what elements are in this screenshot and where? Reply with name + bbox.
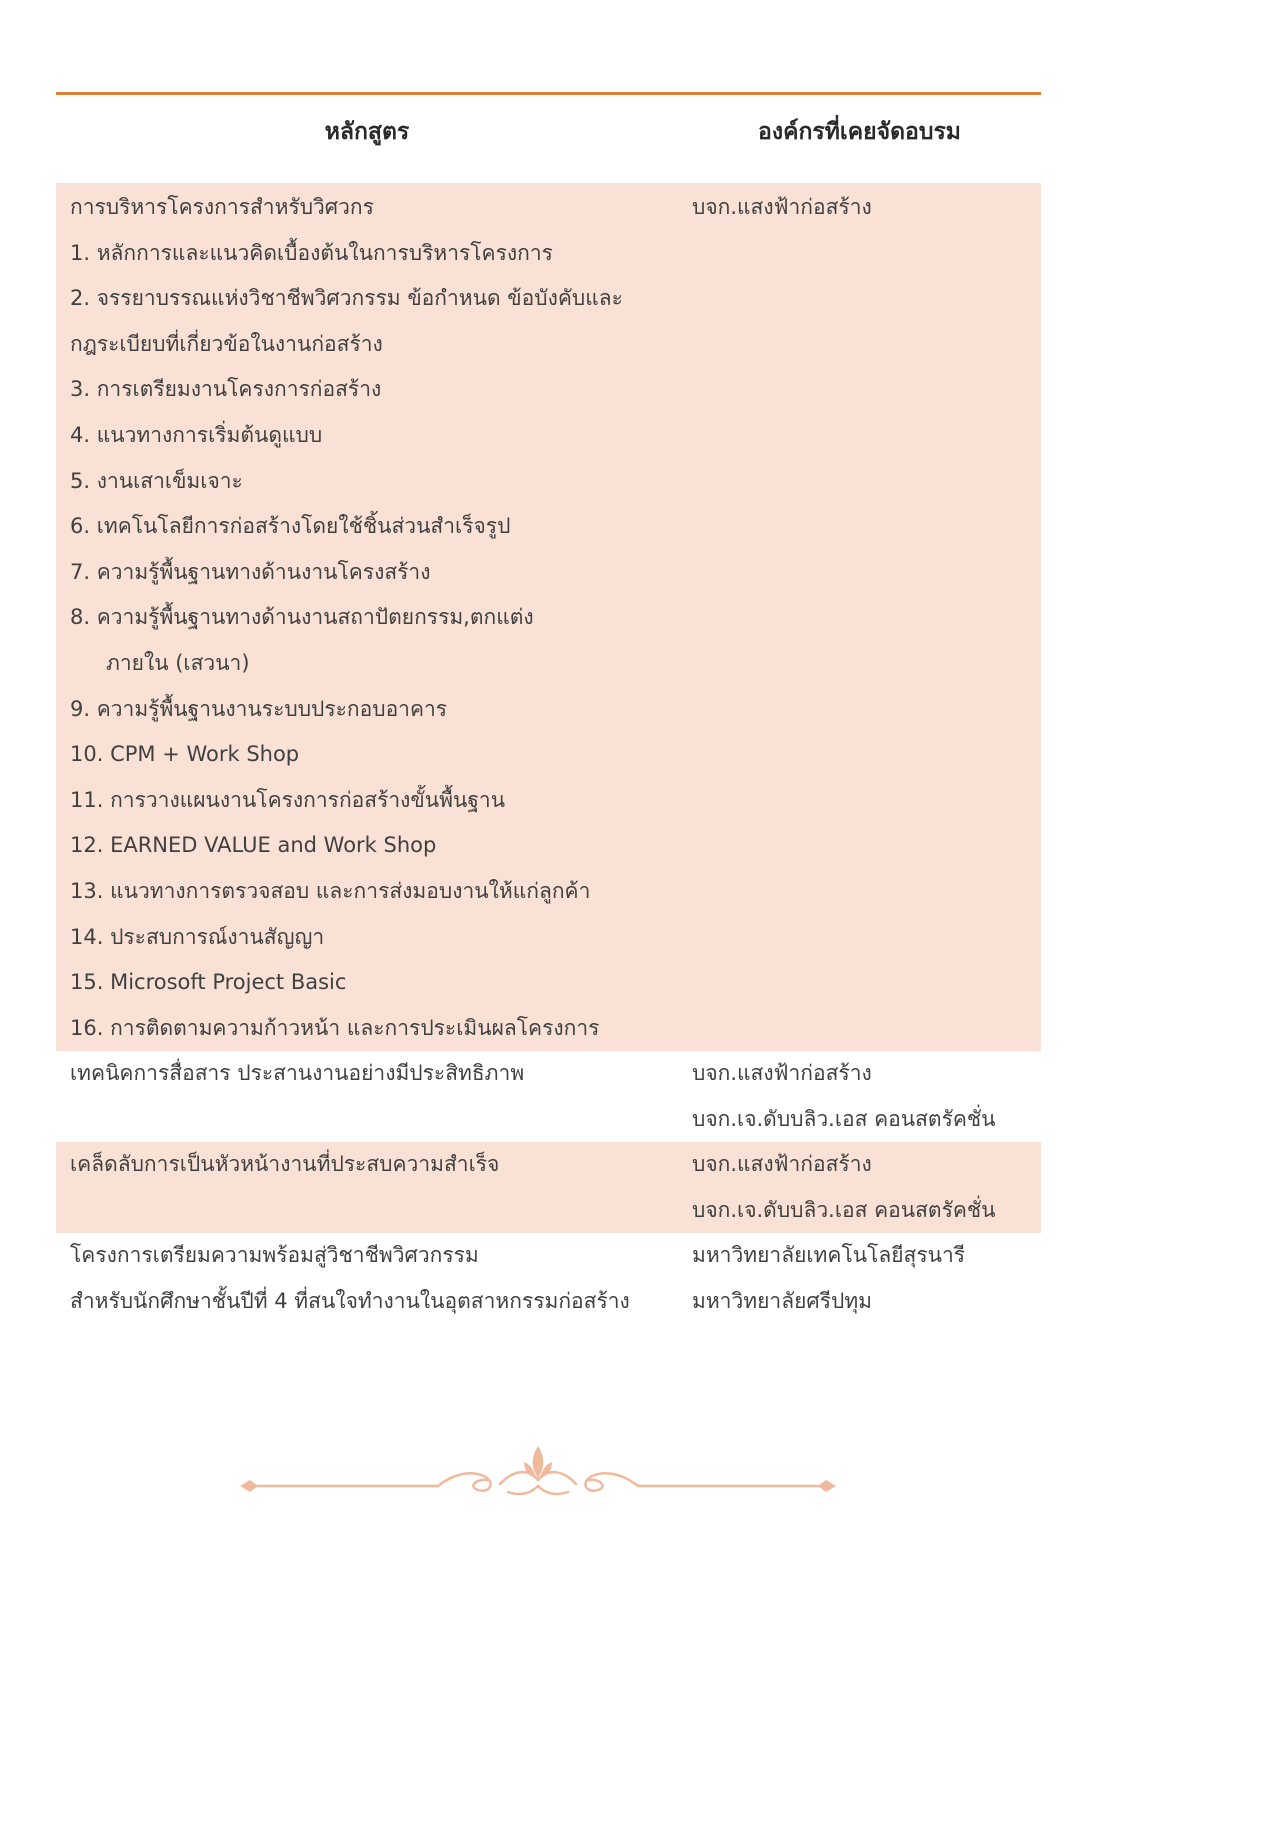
organization-name: มหาวิทยาลัยศรีปทุม (692, 1288, 873, 1313)
organization-cell (692, 185, 1032, 231)
course-topic: 11. การวางแผนงานโครงการก่อสร้างขั้นพื้นฐาน (70, 787, 506, 812)
decorative-flourish-icon (238, 1440, 838, 1504)
organization-name: บจก.เจ.ดับบลิว.เอส คอนสตรัคชั่น (692, 1197, 996, 1222)
course-title: เคล็ดลับการเป็นหัวหน้างานที่ประสบความสำเร็จ (70, 1152, 500, 1176)
course-topic: 3. การเตรียมงานโครงการก่อสร้าง (70, 377, 382, 402)
course-topic: 14. ประสบการณ์งานสัญญา (70, 924, 325, 949)
course-topic: 9. ความรู้พื้นฐานงานระบบประกอบอาคาร (70, 696, 448, 721)
course-topic: 4. แนวทางการเริ่มต้นดูแบบ (70, 422, 323, 447)
organization-column-header: องค์กรที่เคยจัดอบรม (758, 119, 961, 145)
organization-cell (692, 1142, 1032, 1233)
course-cell (70, 1051, 670, 1097)
organization-name: บจก.เจ.ดับบลิว.เอส คอนสตรัคชั่น (692, 1106, 996, 1131)
course-cell (70, 1233, 670, 1324)
table-row (56, 183, 1041, 1051)
course-topic: 1. หลักการและแนวคิดเบื้องต้นในการบริหารโครงการ (70, 240, 553, 265)
table-row (56, 1051, 1041, 1142)
course-topic: 15. Microsoft Project Basic (70, 970, 347, 995)
organization-name: บจก.แสงฟ้าก่อสร้าง (692, 195, 872, 219)
course-cell (70, 1142, 670, 1188)
course-topic: 13. แนวทางการตรวจสอบ และการส่งมอบงานให้แก่ลูกค้า (70, 878, 591, 903)
course-topic: 2. จรรยาบรรณแห่งวิชาชีพวิศวกรรม ข้อกำหนด ข้อบังคับและ (70, 286, 623, 311)
course-title-continuation: สำหรับนักศึกษาชั้นปีที่ 4 ที่สนใจทำงานในอุตสาหกรรมก่อสร้าง (70, 1288, 630, 1313)
course-column-header: หลักสูตร (324, 119, 410, 145)
table-row (56, 1233, 1041, 1328)
header-top-rule (56, 92, 1041, 95)
table-row (56, 1142, 1041, 1233)
course-cell (70, 185, 670, 1051)
organization-cell (692, 1051, 1032, 1142)
course-topic: 7. ความรู้พื้นฐานทางด้านงานโครงสร้าง (70, 559, 431, 584)
organization-name: บจก.แสงฟ้าก่อสร้าง (692, 1152, 872, 1176)
course-topic: 6. เทคโนโลยีการก่อสร้างโดยใช้ชิ้นส่วนสำเร็จรูป (70, 514, 511, 539)
organization-name: บจก.แสงฟ้าก่อสร้าง (692, 1061, 872, 1085)
course-topic: 16. การติดตามความก้าวหน้า และการประเมินผลโครงการ (70, 1015, 600, 1040)
table-header (56, 96, 1041, 182)
course-topic: 12. EARNED VALUE and Work Shop (70, 833, 437, 858)
course-topic: 5. งานเสาเข็มเจาะ (70, 468, 243, 493)
organization-cell (692, 1233, 1032, 1324)
course-title: การบริหารโครงการสำหรับวิศวกร (70, 195, 374, 219)
course-topic: 10. CPM + Work Shop (70, 742, 300, 767)
course-topic-continuation: ภายใน (เสวนา) (106, 650, 250, 675)
organization-name: มหาวิทยาลัยเทคโนโลยีสุรนารี (692, 1243, 966, 1267)
course-title: โครงการเตรียมความพร้อมสู่วิชาชีพวิศวกรรม (70, 1243, 479, 1267)
course-title: เทคนิคการสื่อสาร ประสานงานอย่างมีประสิทธิภาพ (70, 1061, 525, 1085)
course-topic: 8. ความรู้พื้นฐานทางด้านงานสถาปัตยกรรม,ตกแต่ง (70, 605, 534, 630)
course-topic-continuation: กฎระเบียบที่เกี่ยวข้อในงานก่อสร้าง (70, 331, 383, 356)
